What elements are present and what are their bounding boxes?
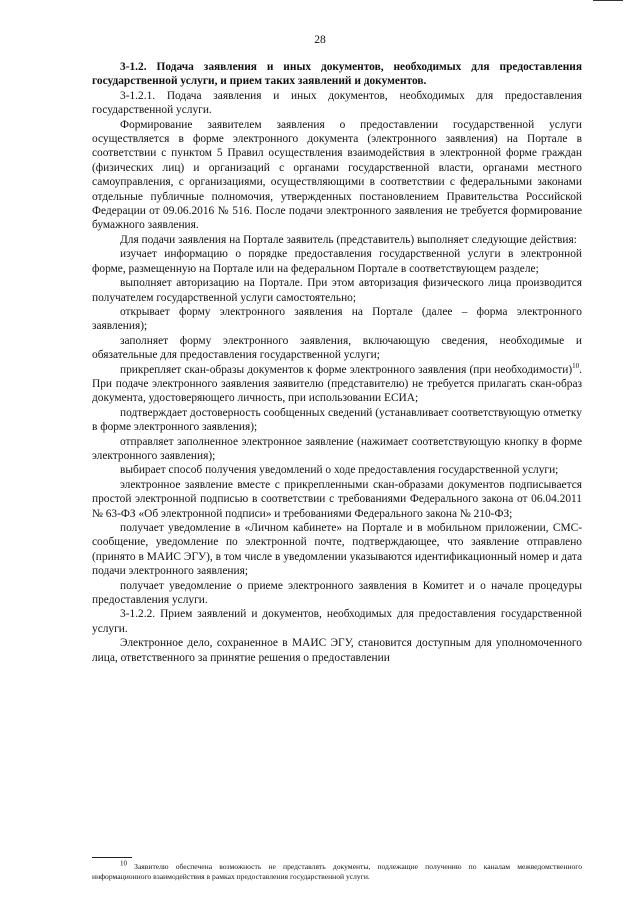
paragraph: Для подачи заявления на Портале заявитель (представитель) выполняет следующие действия: [120,233,577,246]
paragraph-with-footnote [92,363,582,406]
paragraph: отправляет заполненное электронное заявление (нажимает соответствующую кнопку в форме электронного заявления); [92,435,582,462]
footnote-reference: 10 [572,361,580,370]
paragraph: выполняет авторизацию на Портале. При этом авторизация физического лица производится получателем государственной услуги самостоятельно; [92,277,582,304]
paragraph: Формирование заявителем заявления о предоставлении государственной услуги осуществляется в форме электронного документа (электронного заявления) на Портале в соответствии с пунктом 5 Правил осуществления взаимодействия в электронной форме граждан (физических лиц) и организаций с органами государственной власти, органами местного самоуправления, с организациями, осуществляющими в соответствии с федеральными законами отдельные публичные полномочия, утвержденных постановлением Правительства Российской Федерации от 09.06.2016 № 516. После подачи электронного заявления не требуется формирование бумажного заявления. [92,118,582,232]
paragraph: подтверждает достоверность сообщенных сведений (устанавливает соответствующую отметку в форме электронного заявления); [92,406,582,434]
paragraph-text: прикрепляет скан-образы документов к форме электронного заявления (при необходимости) [120,363,573,376]
footnote [92,859,582,882]
paragraph: получает уведомление о приеме электронного заявления в Комитет и о начале процедуры предоставления услуги. [92,579,582,607]
document-body [92,60,582,665]
paragraph: получает уведомление в «Личном кабинете» на Портале и в мобильном приложении, СМС-сообщение, уведомление по электронной почте, подтверждающее, что заявление отправлено (принято в МАИС ЭГУ), в том числе в уведомлении указываются идентификационный номер и дата подачи электронного заявления; [92,522,582,578]
top-rule [593,0,623,1]
paragraph: открывает форму электронного заявления на Портале (далее – форма электронного заявления); [92,305,582,333]
paragraph: выбирает способ получения уведомлений о ходе предоставления государственной услуги; [120,464,559,477]
paragraph: электронное заявление вместе с прикрепленными скан-образами документов подписывается простой электронной подписью в соответствии с требованиями Федерального закона от 06.04.2011 № 63-ФЗ «Об электронной подписи» и требованиями Федерального закона № 210-ФЗ; [92,478,582,520]
paragraph: заполняет форму электронного заявления, включающую сведения, необходимые и обязательные для предоставления государственной услуги; [92,334,582,362]
paragraph: Электронное дело, сохраненное в МАИС ЭГУ, становится доступным для уполномоченного лица, ответственного за принятие решения о предоставлении [92,637,582,664]
footnote-separator [92,857,132,858]
footnote-number: 10 [120,859,127,868]
page-number: 28 [314,34,326,46]
paragraph: 3-1.2.1. Подача заявления и иных документов, необходимых для предоставления государственной услуги. [92,89,582,117]
paragraph: 3-1.2.2. Прием заявлений и документов, необходимых для предоставления государственной услуги. [92,608,582,635]
paragraph: изучает информацию о порядке предоставления государственной услуги в электронной форме, размещенную на Портале или на федеральном Портале в соответствующем разделе; [92,248,582,275]
section-heading: 3-1.2. Подача заявления и иных документов, необходимых для предоставления государственной услуги, и прием таких заявлений и документов. [92,61,582,88]
paragraph-text: . При подаче электронного заявления заявителю (представителю) не требуется прилагать скан-образ документа, удостоверяющего личность, при использовании ЕСИА; [92,363,582,405]
footnote-text: Заявителю обеспечена возможность не представлять документы, подлежащие получению по каналам межведомственного информационного взаимодействия в рамках предоставления государственной услуги. [92,862,582,881]
